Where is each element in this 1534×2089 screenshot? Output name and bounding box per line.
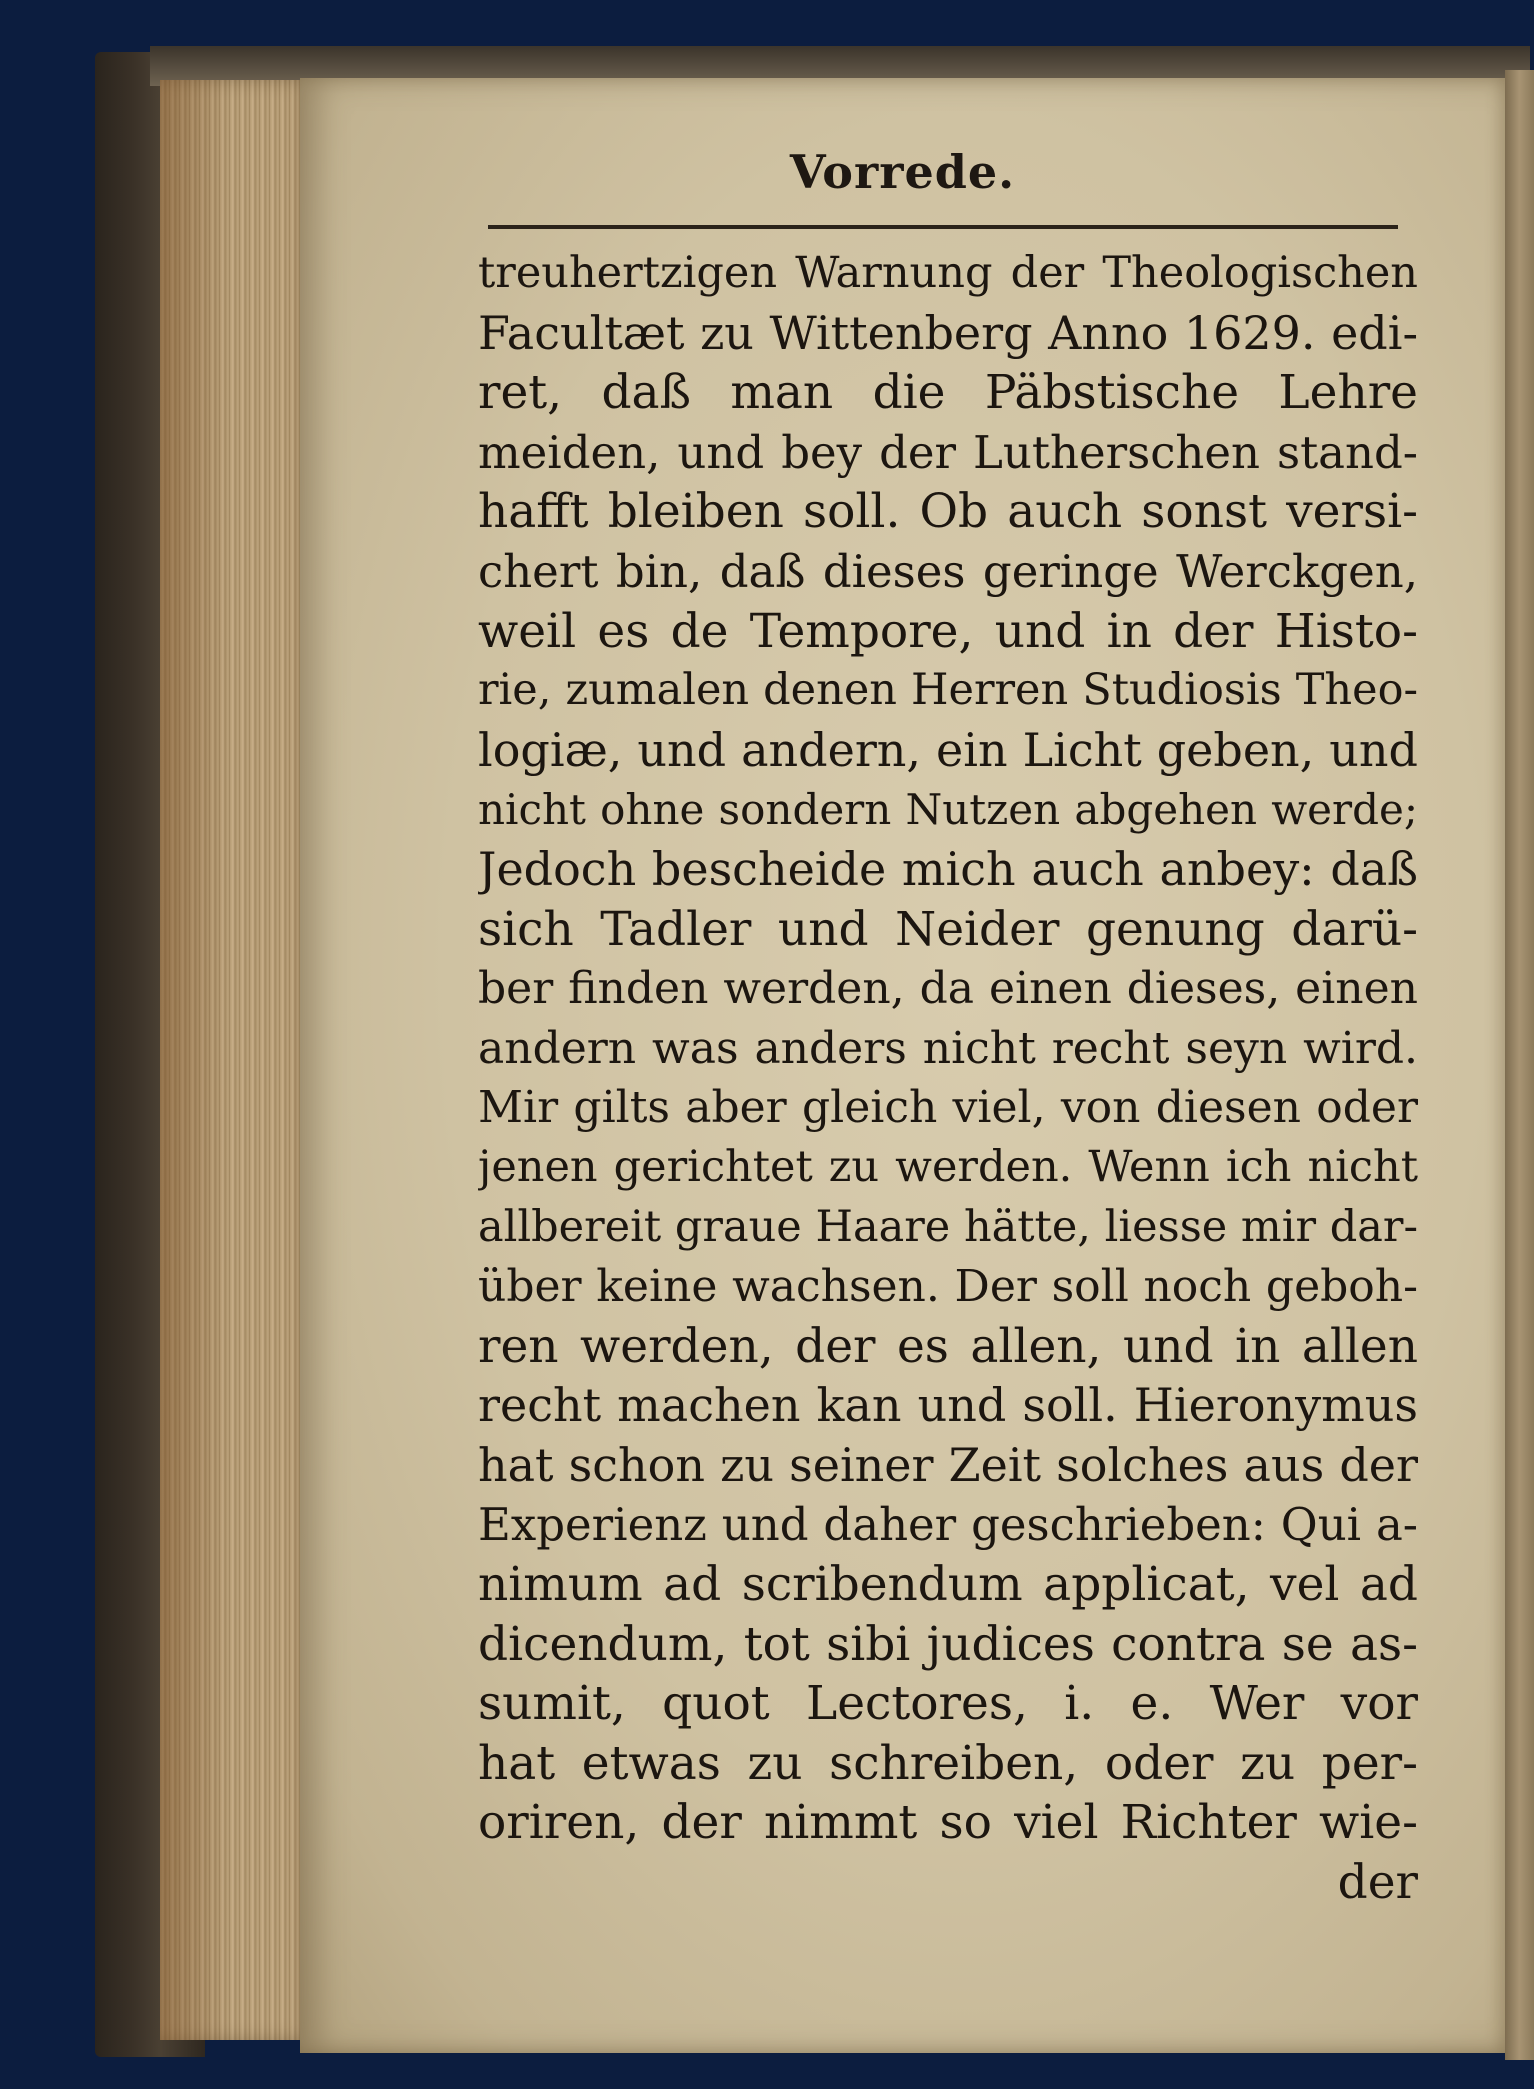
text-line: recht machen kan und soll. Hieronymus (478, 1378, 1418, 1433)
text-line: über keine wachsen. Der soll noch geboh- (478, 1261, 1418, 1313)
text-line: Facultæt zu Wittenberg Anno 1629. edi- (478, 305, 1418, 360)
text-line: nicht ohne sondern Nutzen abgehen werde; (478, 785, 1418, 835)
text-line: weil es de Tempore, und in der Histo- (478, 603, 1418, 659)
text-line: andern was anders nicht recht seyn wird. (478, 1022, 1418, 1074)
text-line: oriren, der nimmt so viel Richter wie- (478, 1795, 1418, 1851)
text-line: logiæ, und andern, ein Licht geben, und (478, 722, 1418, 777)
text-line: Experienz und daher geschrieben: Qui a- (478, 1498, 1418, 1552)
adjacent-page (1505, 70, 1534, 2060)
text-line: rie, zumalen denen Herren Studiosis Theo- (478, 665, 1418, 716)
header-rule (488, 225, 1398, 229)
text-line: ber finden werden, da einen dieses, einen (478, 963, 1418, 1015)
body-text (478, 244, 1418, 1913)
text-line: sich Tadler und Neider genung darü- (478, 901, 1418, 957)
text-line: ret, daß man die Päbstische Lehre (478, 365, 1418, 421)
text-line: treuhertzigen Warnung der Theologischen (478, 248, 1418, 298)
text-line: allbereit graue Haare hätte, liesse mir dar- (478, 1201, 1418, 1252)
text-line: jenen gerichtet zu werden. Wenn ich nicht (478, 1141, 1418, 1192)
text-line: meiden, und bey der Lutherschen stand- (478, 425, 1418, 479)
text-line: sumit, quot Lectores, i. e. Wer vor (478, 1676, 1418, 1732)
text-line: nimum ad scribendum applicat, vel ad (478, 1557, 1418, 1613)
text-line: Mir gilts aber gleich viel, von diesen oder (478, 1082, 1418, 1134)
text-line: hat etwas zu schreiben, oder zu per- (478, 1735, 1418, 1791)
page-edges-shadow (160, 80, 230, 2040)
running-header: Vorrede. (789, 145, 1016, 199)
text-line: hat schon zu seiner Zeit solches aus der (478, 1437, 1418, 1492)
text-line: hafft bleiben soll. Ob auch sonst versi- (478, 484, 1418, 540)
text-line: ren werden, der es allen, und in allen (478, 1318, 1418, 1374)
catchword: der (1337, 1855, 1418, 1911)
text-line: Jedoch bescheide mich auch anbey: daß (478, 841, 1418, 896)
text-line: chert bin, daß dieses geringe Werckgen, (478, 544, 1418, 598)
text-line: dicendum, tot sibi judices contra se as- (478, 1616, 1418, 1672)
